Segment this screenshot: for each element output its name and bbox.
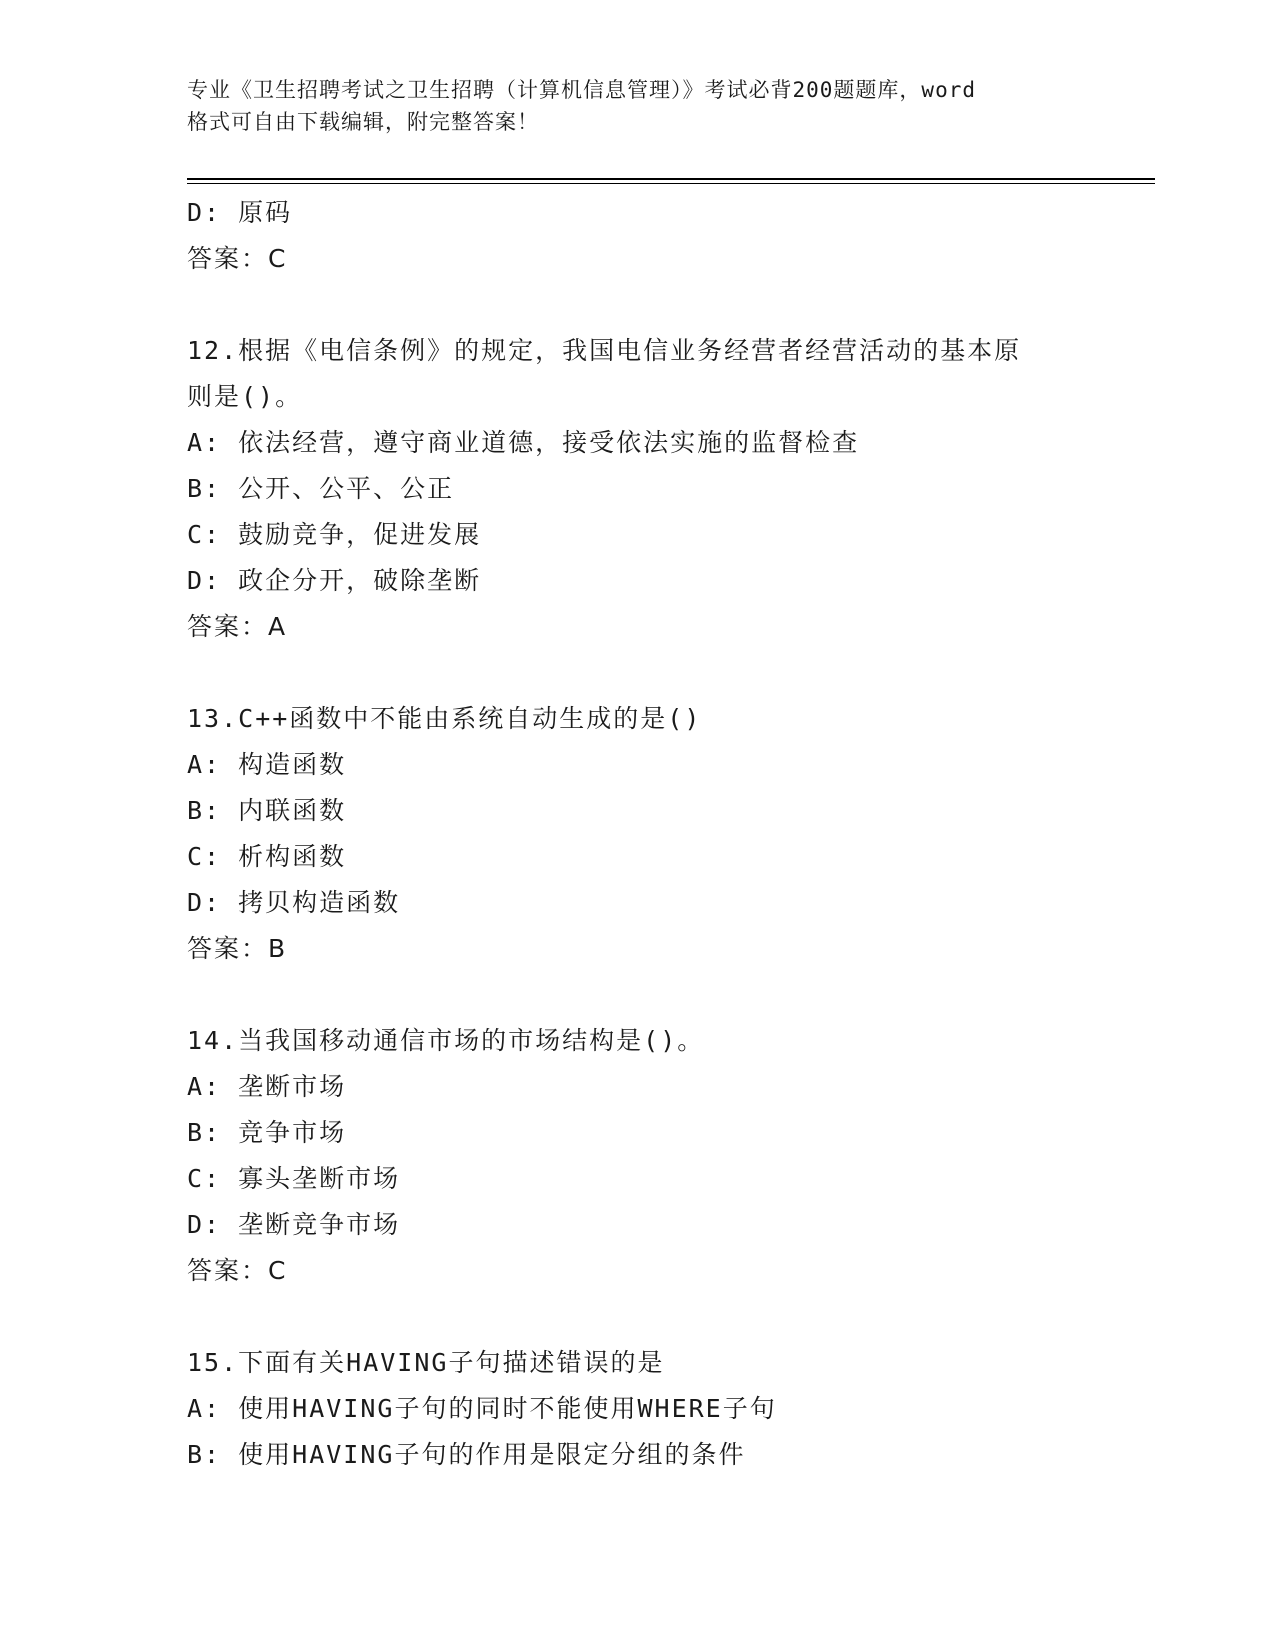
option-a: A: 构造函数 xyxy=(187,750,347,779)
option-b: B: 使用HAVING子句的作用是限定分组的条件 xyxy=(187,1440,746,1469)
question-title: 15.下面有关HAVING子句描述错误的是 xyxy=(187,1348,665,1377)
header-divider-thin xyxy=(187,183,1155,184)
answer-line: 答案：C xyxy=(187,1256,288,1285)
spacer xyxy=(187,972,1087,1018)
document-header xyxy=(187,74,1087,138)
document-body xyxy=(187,190,1087,1478)
question-title: 14.当我国移动通信市场的市场结构是()。 xyxy=(187,1026,705,1055)
option-d: D: 政企分开，破除垄断 xyxy=(187,566,482,595)
header-line-1: 专业《卫生招聘考试之卫生招聘（计算机信息管理）》考试必背200题题库，word xyxy=(187,78,976,102)
option-d: D: 原码 xyxy=(187,198,293,227)
question-15 xyxy=(187,1340,1087,1478)
spacer xyxy=(187,650,1087,696)
option-d: D: 垄断竞争市场 xyxy=(187,1210,401,1239)
question-13 xyxy=(187,696,1087,972)
header-divider-thick xyxy=(187,178,1155,180)
spacer xyxy=(187,1294,1087,1340)
option-a: A: 依法经营，遵守商业道德，接受依法实施的监督检查 xyxy=(187,428,860,457)
option-b: B: 竞争市场 xyxy=(187,1118,347,1147)
option-c: C: 寡头垄断市场 xyxy=(187,1164,401,1193)
question-12 xyxy=(187,328,1087,650)
header-line-2: 格式可自由下载编辑，附完整答案！ xyxy=(187,110,539,134)
question-title: 13.C++函数中不能由系统自动生成的是() xyxy=(187,704,702,733)
question-title: 12.根据《电信条例》的规定，我国电信业务经营者经营活动的基本原 xyxy=(187,336,1022,365)
option-d: D: 拷贝构造函数 xyxy=(187,888,401,917)
question-11-tail xyxy=(187,190,1087,282)
question-14 xyxy=(187,1018,1087,1294)
spacer xyxy=(187,282,1087,328)
option-c: C: 鼓励竞争，促进发展 xyxy=(187,520,482,549)
option-a: A: 使用HAVING子句的同时不能使用WHERE子句 xyxy=(187,1394,777,1423)
answer-line: 答案：A xyxy=(187,612,288,641)
question-title-cont: 则是()。 xyxy=(187,382,303,411)
option-c: C: 析构函数 xyxy=(187,842,347,871)
answer-line: 答案：C xyxy=(187,244,288,273)
answer-line: 答案：B xyxy=(187,934,288,963)
option-b: B: 内联函数 xyxy=(187,796,347,825)
option-a: A: 垄断市场 xyxy=(187,1072,347,1101)
option-b: B: 公开、公平、公正 xyxy=(187,474,455,503)
